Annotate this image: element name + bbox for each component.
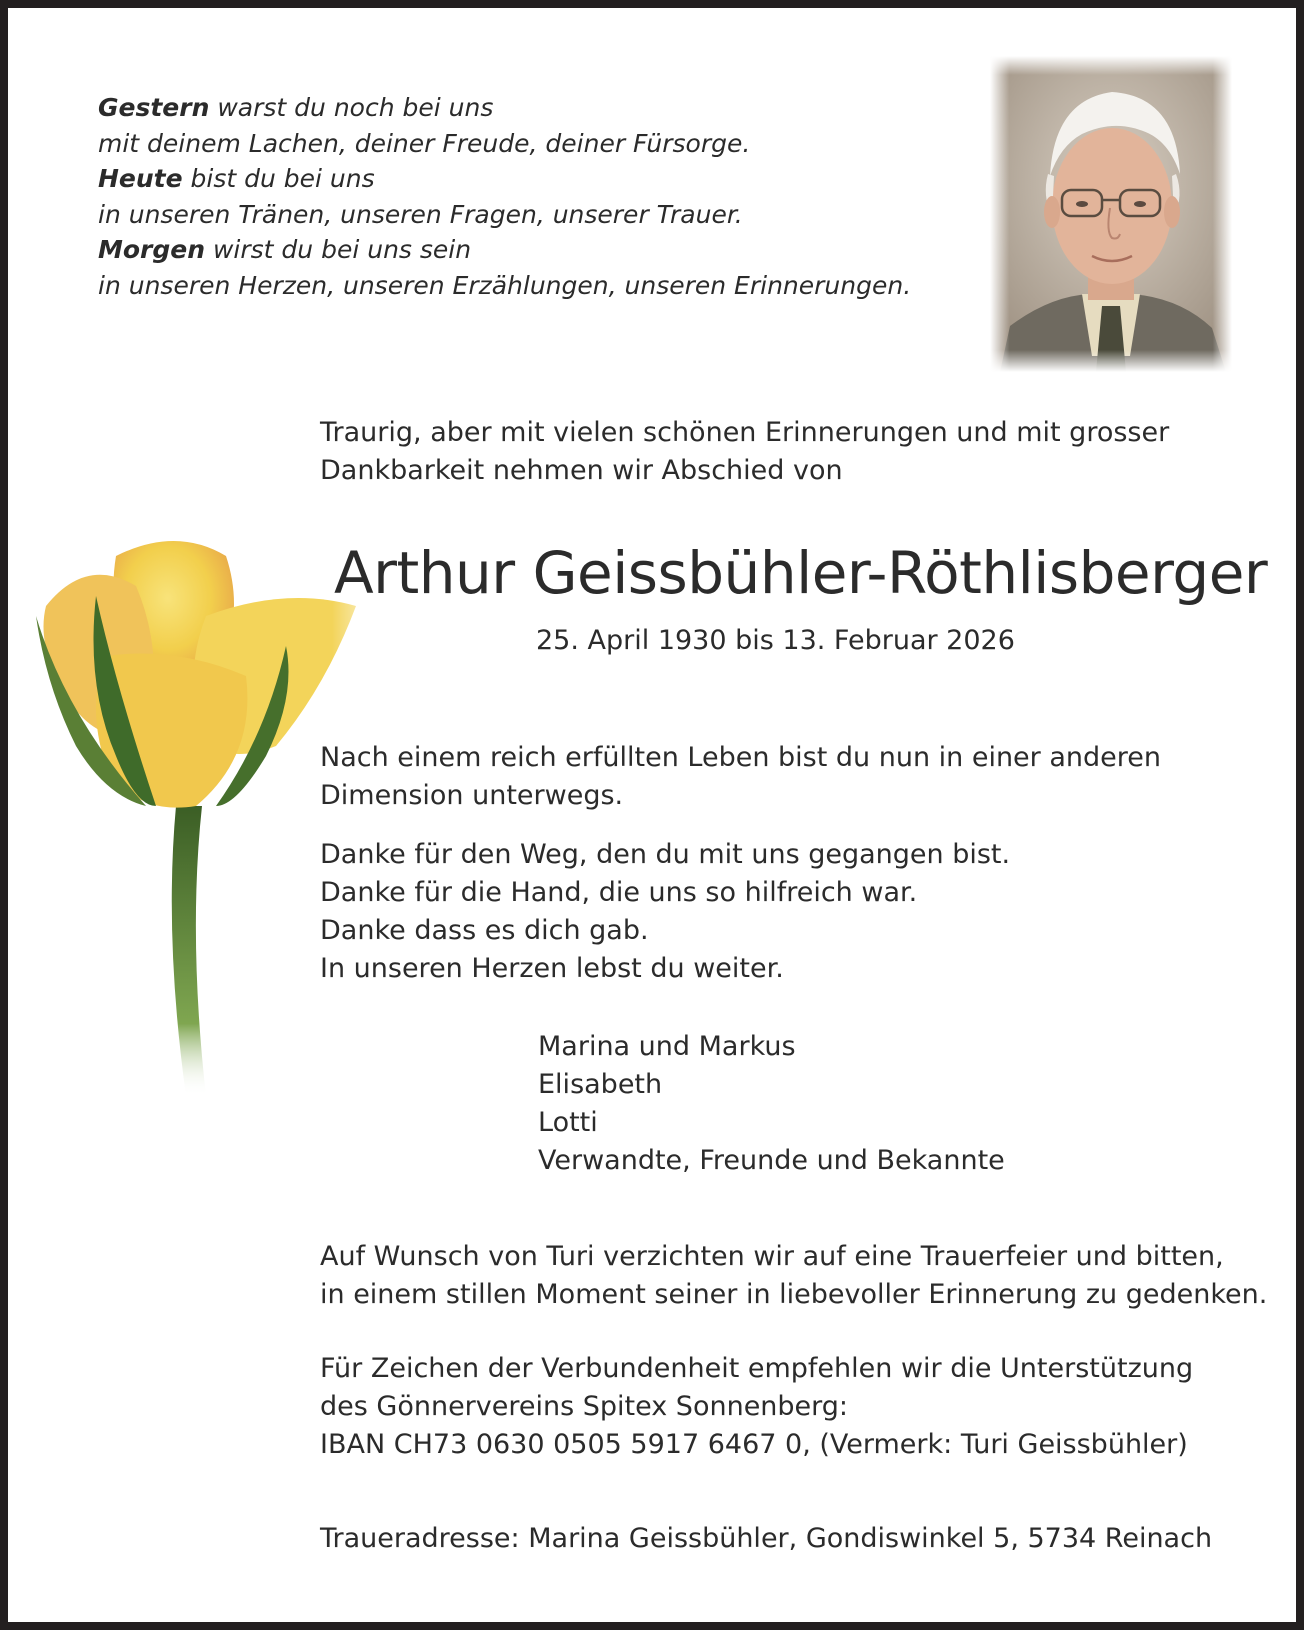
poem-line: Gestern warst du noch bei uns [98, 93, 494, 122]
portrait-photo [990, 56, 1232, 372]
paragraph-life: Nach einem reich erfüllten Leben bist du nun in einer anderen Dimension unterwegs. [320, 742, 1161, 811]
iban-line: IBAN CH73 0630 0505 5917 6467 0, (Vermerk: Turi Geissbühler) [320, 1429, 1188, 1460]
poem-line: Heute bist du bei uns [98, 164, 375, 193]
mourner: Elisabeth [538, 1069, 663, 1100]
mourner: Lotti [538, 1107, 598, 1138]
paragraph-ceremony: Auf Wunsch von Turi verzichten wir auf eine Trauerfeier und bitten, in einem stillen Moment seiner in liebevoller Erinnerung zu gedenken. [320, 1241, 1268, 1310]
poem-line: in unseren Tränen, unseren Fragen, unserer Trauer. [98, 199, 743, 229]
poem-line: in unseren Herzen, unseren Erzählungen, unseren Erinnerungen. [98, 270, 912, 300]
rose-illustration [26, 536, 386, 1106]
mourner: Verwandte, Freunde und Bekannte [538, 1145, 1005, 1176]
poem-line: Morgen wirst du bei uns sein [98, 235, 472, 264]
mourners-list [538, 1028, 1005, 1180]
deceased-name: Arthur Geissbühler-Röthlisberger [334, 539, 1268, 607]
poem-line: mit deinem Lachen, deiner Freude, deiner Fürsorge. [98, 128, 751, 158]
mourning-address: Traueradresse: Marina Geissbühler, Gondiswinkel 5, 5734 Reinach [320, 1523, 1213, 1554]
paragraph-thanks: Danke für den Weg, den du mit uns gegangen bist. Danke für die Hand, die uns so hilfreich war. Danke dass es dich gab. In unseren Herzen lebst du weiter. [320, 839, 1011, 984]
life-dates: 25. April 1930 bis 13. Februar 2026 [536, 625, 1015, 656]
intro-text: Traurig, aber mit vielen schönen Erinnerungen und mit grosser Dankbarkeit nehmen wir Abschied von [320, 417, 1170, 486]
paragraph-donation: Für Zeichen der Verbundenheit empfehlen wir die Unterstützung des Gönnervereins Spitex Sonnenberg: IBAN CH73 0630 0505 5917 6467 0, (Vermerk: Turi Geissbühler) [320, 1350, 1193, 1464]
poem [98, 90, 911, 303]
mourner: Marina und Markus [538, 1031, 796, 1062]
